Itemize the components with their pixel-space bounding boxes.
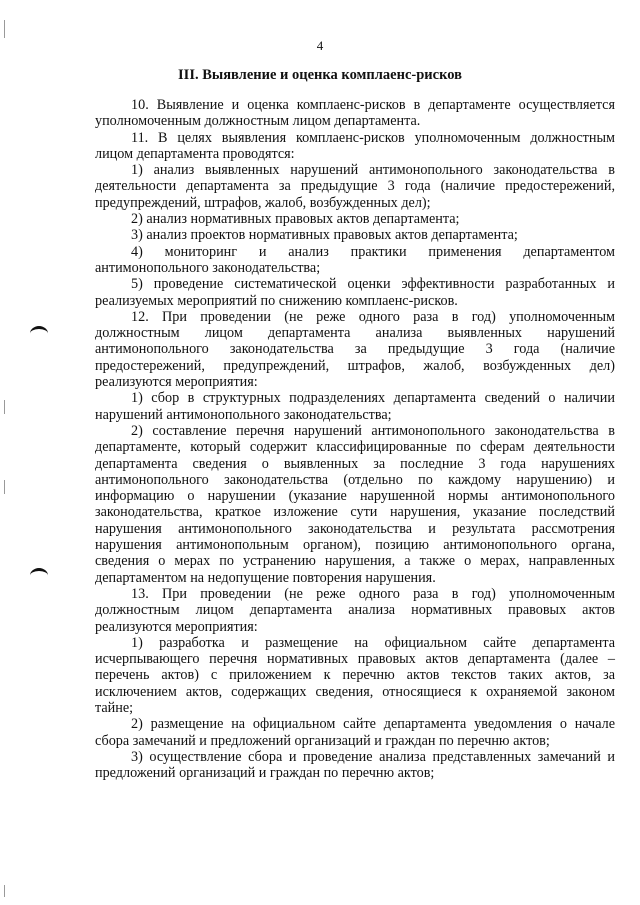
paragraph-11: 11. В целях выявления комплаенс-рисков уполномоченным должностным лицом департамента проводятся:: [95, 129, 615, 162]
paragraph-13-item-1: 1) разработка и размещение на официальном сайте департамента исчерпывающего перечня нормативных правовых актов департамента (далее – перечень актов) с приложением к перечню актов текстов таких актов, за исключением актов, содержащих сведения, относящиеся к охраняемой законом тайне;: [95, 634, 615, 716]
paragraph-11-item-3: 3) анализ проектов нормативных правовых актов департамента;: [131, 227, 518, 244]
document-body: [95, 97, 615, 781]
paragraph-13-item-2: 2) размещение на официальном сайте департамента уведомления о начале сбора замечаний и предложений организаций и граждан по перечню актов;: [95, 716, 615, 749]
scan-edge-tick: [4, 20, 5, 38]
paragraph-11-item-5: 5) проведение систематической оценки эффективности разработанных и реализуемых мероприятий по снижению комплаенс-рисков.: [95, 276, 615, 309]
binder-hole-mark-top: [30, 326, 48, 341]
paragraph-13-item-3: 3) осуществление сбора и проведение анализа представленных замечаний и предложений организаций и граждан по перечню актов;: [95, 748, 615, 782]
paragraph-13: 13. При проведении (не реже одного раза в год) уполномоченным должностным лицом департамента анализа нормативных правовых актов реализуются мероприятия:: [95, 585, 615, 635]
paragraph-12-item-1: 1) сбор в структурных подразделениях департамента сведений о наличии нарушений антимонопольного законодательства;: [95, 390, 615, 423]
paragraph-12: 12. При проведении (не реже одного раза в год) уполномоченным должностным лицом департамента анализа выявленных нарушений антимонопольного законодательства за предыдущие 3 года (наличие предостережений, предупреждений, штрафов, жалоб, возбужденных дел) реализуются мероприятия:: [95, 308, 615, 391]
binder-hole-mark-bottom: [30, 568, 48, 583]
paragraph-10: 10. Выявление и оценка комплаенс-рисков в департаменте осуществляется уполномоченным должностным лицом департамента.: [95, 97, 615, 130]
section-title: III. Выявление и оценка комплаенс-рисков: [178, 67, 462, 83]
page-number: 4: [316, 38, 324, 53]
scan-edge-tick: [4, 400, 5, 414]
paragraph-11-item-1: 1) анализ выявленных нарушений антимонопольного законодательства в деятельности департамента за предыдущие 3 года (наличие предостережений, предупреждений, штрафов, жалоб, возбужденных дел);: [95, 162, 615, 211]
paragraph-11-item-4: 4) мониторинг и анализ практики применения департаментом антимонопольного законодательства;: [95, 243, 615, 276]
paragraph-12-item-2: 2) составление перечня нарушений антимонопольного законодательства в департаменте, который содержит классифицированные по сферам деятельности департамента сведения о выявленных за последние 3 года нарушениях антимонопольного законодательства (отдельно по каждому нарушению) и информацию о нарушении (указание нарушенной нормы антимонопольного законодательства, краткое изложение сути нарушения, указание последствий нарушения антимонопольного законодательства и результата рассмотрения нарушения антимонопольным органом), позицию антимонопольного органа, сведения о мерах по устранению нарушения, а также о мерах, направленных департаментом на недопущение повторения нарушения.: [95, 422, 615, 586]
scan-edge-tick: [4, 885, 5, 897]
scan-edge-tick: [4, 480, 5, 494]
paragraph-11-item-2: 2) анализ нормативных правовых актов департамента;: [131, 211, 460, 228]
